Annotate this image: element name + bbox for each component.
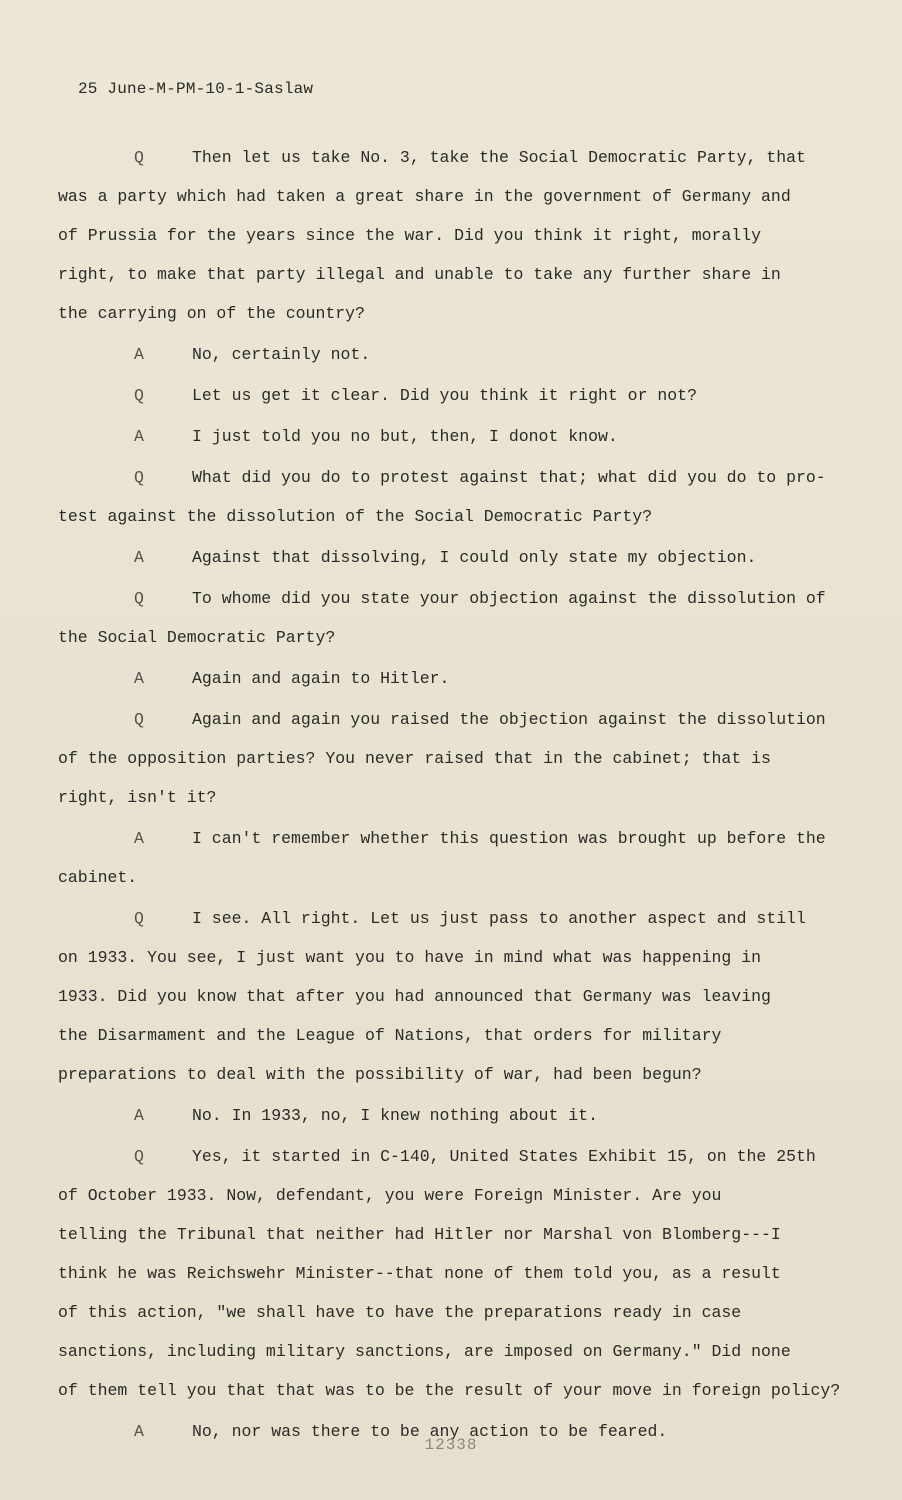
exchange-continuation-line [58, 255, 808, 294]
transcript-exchange [58, 138, 808, 333]
answer-marker: A [134, 427, 144, 446]
answer-marker: A [134, 669, 144, 688]
exchange-continuation-line [58, 1055, 808, 1094]
exchange-first-line [58, 538, 808, 577]
transcript-text: of Prussia for the years since the war. Did you think it right, morally [58, 226, 762, 245]
exchange-first-line [58, 458, 826, 497]
question-marker: Q [134, 909, 144, 928]
transcript-exchange [58, 335, 808, 374]
exchange-first-line [58, 899, 808, 938]
transcript-text: of October 1933. Now, defendant, you were Foreign Minister. Are you [58, 1186, 722, 1205]
transcript-exchange [58, 538, 808, 577]
transcript-exchange [58, 579, 826, 657]
transcript-text: test against the dissolution of the Social Democratic Party? [58, 507, 653, 526]
exchange-first-line [58, 700, 826, 739]
transcript-text: I just told you no but, then, I donot know. [192, 427, 618, 446]
exchange-continuation-line [58, 778, 808, 817]
transcript-text: the carrying on of the country? [58, 304, 365, 323]
transcript-text: think he was Reichswehr Minister--that none of them told you, as a result [58, 1264, 781, 1283]
transcript-exchange [58, 458, 826, 536]
transcript-text: telling the Tribunal that neither had Hitler nor Marshal von Blomberg---I [58, 1225, 781, 1244]
transcript-text: Then let us take No. 3, take the Social Democratic Party, that [192, 148, 806, 167]
exchange-first-line [58, 335, 808, 374]
exchange-continuation-line [58, 1293, 808, 1332]
exchange-first-line [58, 579, 826, 618]
exchange-continuation-line [58, 1215, 808, 1254]
transcript-text: I can't remember whether this question was brought up before the [192, 829, 826, 848]
answer-marker: A [134, 548, 144, 567]
question-marker: Q [134, 589, 144, 608]
transcript-text: right, to make that party illegal and unable to take any further share in [58, 265, 781, 284]
question-marker: Q [134, 468, 144, 487]
page-number: 12338 [424, 1436, 478, 1454]
transcript-body [58, 138, 841, 1453]
transcript-text: No. In 1933, no, I knew nothing about it. [192, 1106, 598, 1125]
exchange-continuation-line [58, 977, 808, 1016]
transcript-text: Let us get it clear. Did you think it right or not? [192, 386, 697, 405]
exchange-first-line [58, 376, 808, 415]
transcript-text: No, certainly not. [192, 345, 371, 364]
transcript-text: Yes, it started in C-140, United States Exhibit 15, on the 25th [192, 1147, 816, 1166]
transcript-text: Again and again you raised the objection against the dissolution [192, 710, 826, 729]
transcript-text: Again and again to Hitler. [192, 669, 450, 688]
transcript-text: on 1933. You see, I just want you to have in mind what was happening in [58, 948, 762, 967]
transcript-exchange [58, 899, 808, 1094]
transcript-exchange [58, 659, 808, 698]
transcript-text: I see. All right. Let us just pass to another aspect and still [192, 909, 806, 928]
transcript-exchange [58, 1096, 808, 1135]
answer-marker: A [134, 829, 144, 848]
exchange-continuation-line [58, 858, 808, 897]
exchange-continuation-line [58, 294, 808, 333]
transcript-text: 1933. Did you know that after you had announced that Germany was leaving [58, 987, 771, 1006]
exchange-continuation-line [58, 618, 808, 657]
transcript-text: the Social Democratic Party? [58, 628, 336, 647]
exchange-continuation-line [58, 497, 808, 536]
exchange-first-line [58, 1096, 808, 1135]
answer-marker: A [134, 345, 144, 364]
transcript-text: of the opposition parties? You never raised that in the cabinet; that is [58, 749, 771, 768]
transcript-text: preparations to deal with the possibility of war, had been begun? [58, 1065, 702, 1084]
transcript-exchange [58, 700, 826, 817]
transcript-exchange [58, 376, 808, 415]
transcript-exchange [58, 417, 808, 456]
transcript-text: was a party which had taken a great share in the government of Germany and [58, 187, 791, 206]
exchange-continuation-line [58, 739, 808, 778]
transcript-text: sanctions, including military sanctions, are imposed on Germany." Did none [58, 1342, 791, 1361]
transcript-text: Against that dissolving, I could only state my objection. [192, 548, 757, 567]
exchange-continuation-line [58, 1371, 841, 1410]
transcript-text: right, isn't it? [58, 788, 217, 807]
transcript-text: the Disarmament and the League of Nations, that orders for military [58, 1026, 722, 1045]
transcript-text: cabinet. [58, 868, 138, 887]
question-marker: Q [134, 710, 144, 729]
exchange-first-line [58, 138, 808, 177]
exchange-first-line [58, 417, 808, 456]
answer-marker: A [134, 1422, 144, 1441]
transcript-text: of them tell you that that was to be the result of your move in foreign policy? [58, 1381, 841, 1400]
exchange-first-line [58, 1137, 816, 1176]
exchange-continuation-line [58, 1254, 808, 1293]
exchange-first-line [58, 819, 826, 858]
transcript-exchange [58, 1137, 841, 1410]
exchange-continuation-line [58, 1176, 808, 1215]
exchange-first-line [58, 659, 808, 698]
question-marker: Q [134, 386, 144, 405]
exchange-continuation-line [58, 938, 808, 977]
transcript-text: What did you do to protest against that; what did you do to pro- [192, 468, 826, 487]
page-header: 25 June-M-PM-10-1-Saslaw [78, 80, 314, 98]
exchange-continuation-line [58, 1016, 808, 1055]
question-marker: Q [134, 1147, 144, 1166]
transcript-text: of this action, "we shall have to have the preparations ready in case [58, 1303, 742, 1322]
exchange-continuation-line [58, 216, 808, 255]
exchange-continuation-line [58, 1332, 808, 1371]
transcript-text: No, nor was there to be any action to be feared. [192, 1422, 668, 1441]
question-marker: Q [134, 148, 144, 167]
transcript-text: To whome did you state your objection against the dissolution of [192, 589, 826, 608]
answer-marker: A [134, 1106, 144, 1125]
exchange-continuation-line [58, 177, 808, 216]
transcript-exchange [58, 819, 826, 897]
